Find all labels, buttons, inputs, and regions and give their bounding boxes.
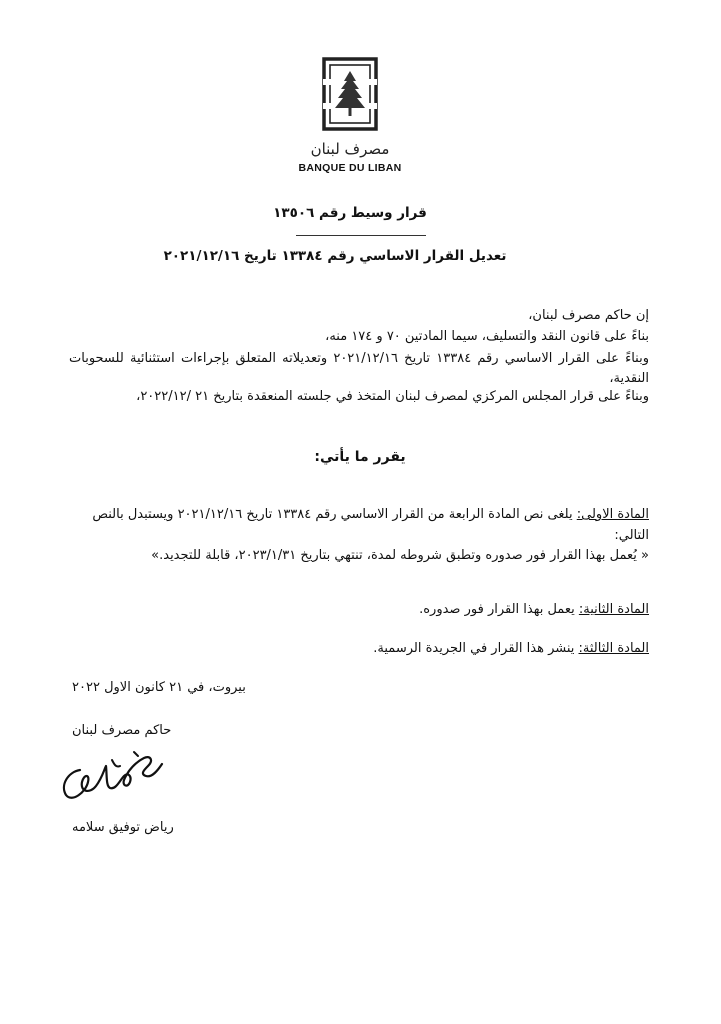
- handwritten-signature: [50, 740, 180, 810]
- preamble-council-basis: وبناءً على قرار المجلس المركزي لمصرف لبنان المتخذ في جلسته المنعقدة بتاريخ ٢١ /٢٠٢٢/١٢،: [136, 389, 649, 404]
- article-three-text: ينشر هذا القرار في الجريدة الرسمية.: [373, 641, 575, 656]
- signer-name: رياض توفيق سلامه: [72, 820, 174, 835]
- bank-name-french: BANQUE DU LIBAN: [298, 162, 402, 174]
- article-three-label: المادة الثالثة:: [578, 641, 649, 656]
- preamble-law-basis: بناءً على قانون النقد والتسليف، سيما المادتين ٧٠ و ١٧٤ منه،: [325, 329, 649, 344]
- article-two-label: المادة الثانية:: [578, 602, 649, 617]
- place-and-date: بيروت، في ٢١ كانون الاول ٢٠٢٢: [72, 680, 246, 695]
- amendment-title: تعديل القرار الاساسي رقم ١٣٣٨٤ تاريخ ٢٠٢١/١٢/١٦: [163, 248, 507, 264]
- preamble-governor: إن حاكم مصرف لبنان،: [528, 308, 649, 323]
- article-two-text: يعمل بهذا القرار فور صدوره.: [419, 602, 575, 617]
- article-two: [59, 599, 649, 620]
- preamble-decision-basis: وبناءً على القرار الاساسي رقم ١٣٣٨٤ تاريخ ٢٠٢١/١٢/١٦ وتعديلاته المتعلق بإجراءات استثنائية للسحوبات النقدية،: [69, 351, 649, 386]
- article-one-label: المادة الاولى:: [576, 507, 649, 522]
- article-one: [59, 504, 649, 546]
- decides-heading: يقرر ما يأتي:: [314, 449, 406, 465]
- article-three: [59, 638, 649, 659]
- article-one-quote: « يُعمل بهذا القرار فور صدوره وتطبق شروطه لمدة، تنتهي بتاريخ ٢٠٢٣/١/٣١، قابلة للتجديد.»: [151, 548, 649, 563]
- bank-name-arabic: مصرف لبنان: [310, 140, 390, 158]
- title-divider: [296, 235, 426, 236]
- signer-title: حاكم مصرف لبنان: [72, 723, 172, 738]
- decision-title: قرار وسيط رقم ١٣٥٠٦: [273, 205, 427, 221]
- cedar-logo-icon: [322, 57, 378, 131]
- article-one-text: يلغى نص المادة الرابعة من القرار الاساسي رقم ١٣٣٨٤ تاريخ ٢٠٢١/١٢/١٦ ويستبدل بالنص التالي:: [92, 507, 649, 543]
